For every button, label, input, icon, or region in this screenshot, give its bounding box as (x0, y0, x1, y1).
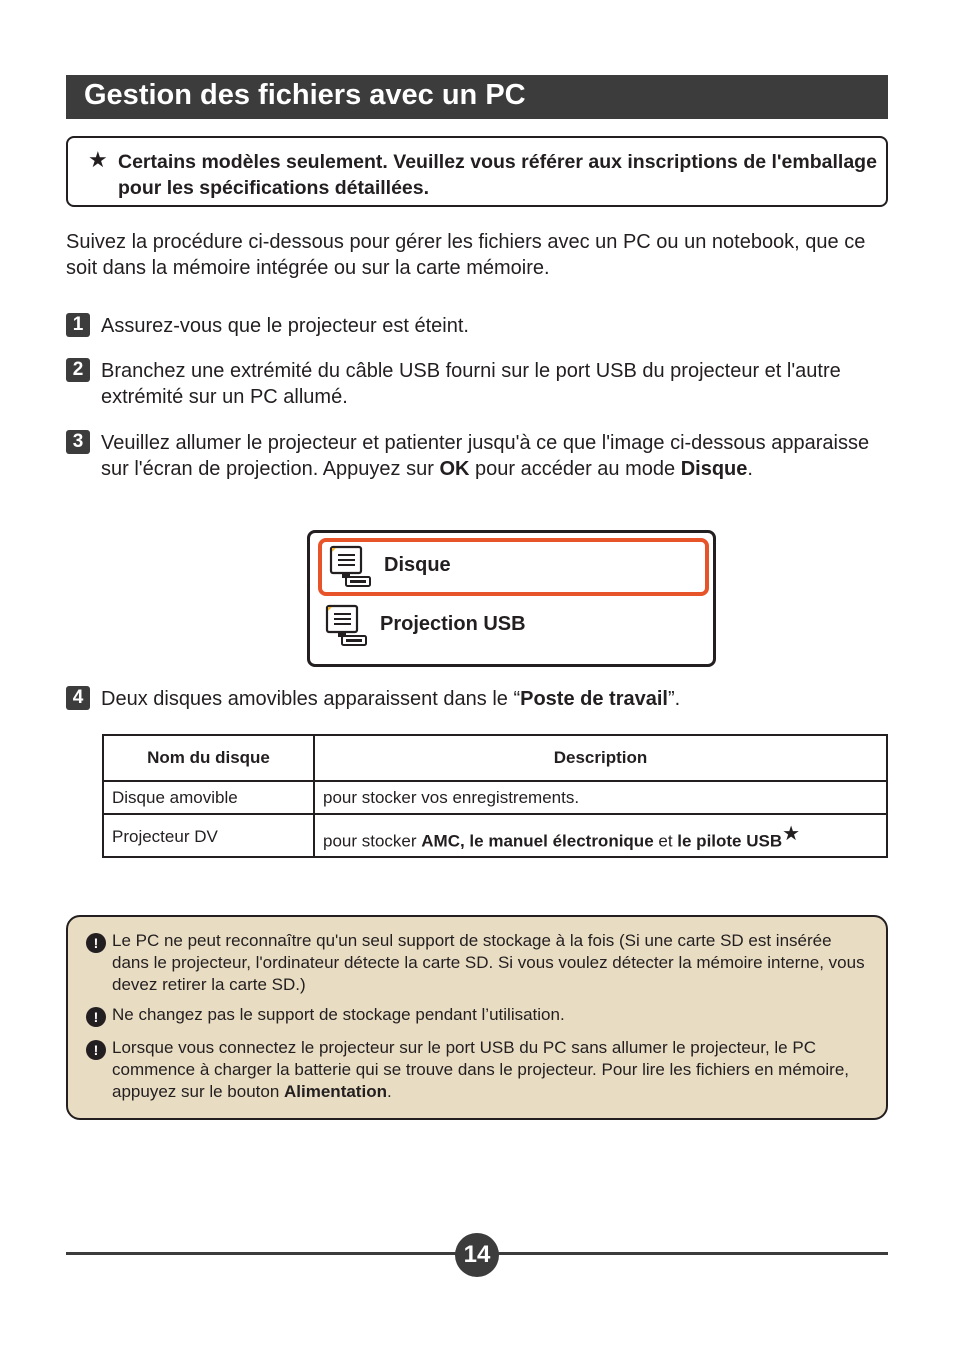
menu-item-disque[interactable] (318, 538, 709, 596)
step-3-text: Veuillez allumer le projecteur et patienter jusqu'à ce que l'image ci-dessous apparaisse sur l'écran de projection. Appuyez sur OK pour accéder au mode Disque. (101, 432, 870, 480)
warning-box: ! Le PC ne peut reconnaître qu'un seul support de stockage à la fois (Si une carte SD est insérée dans le projecteur, l'ordinateur détecte la carte SD. Si vous voulez détecter la mémoire interne, vous devez retirer la carte SD.) ! Ne changez pas le support de stockage pendant l’utilisation. ! Lorsque vous connectez le projecteur sur le port USB du PC sans allumer le projecteur, le PC commence à charger la batterie qui se trouve dans le projecteur. Pour lire les fichiers en mémoire, appuyez sur le bouton Alimentation. (66, 915, 888, 1120)
exclamation-icon: ! (86, 1007, 106, 1027)
step-4-number: 4 (66, 686, 90, 710)
step-2-text: Branchez une extrémité du câble USB fourni sur le port USB du projecteur et l'autre extrémité sur un PC allumé. (101, 360, 841, 408)
table-row (103, 781, 887, 814)
usb-computer-icon (328, 544, 374, 590)
table-header: Nom du disque (103, 735, 314, 781)
alimentation-label: Alimentation (284, 1082, 387, 1101)
page-title: Gestion des fichiers avec un PC (84, 79, 526, 111)
menu-item-projection-usb[interactable] (318, 597, 701, 651)
ok-key-label: OK (439, 458, 470, 480)
exclamation-icon: ! (86, 933, 106, 953)
menu-item-disque-label: Disque (384, 554, 451, 576)
table-cell: Disque amovible (103, 781, 314, 814)
poste-de-travail-label: Poste de travail (520, 688, 668, 710)
menu-item-projection-usb-label: Projection USB (380, 613, 526, 635)
step-1-number: 1 (66, 313, 90, 337)
table-cell: pour stocker AMC, le manuel électronique et le pilote USB★ (314, 814, 887, 857)
star-icon: ★ (88, 147, 108, 172)
step-2-number: 2 (66, 358, 90, 382)
step-3-number: 3 (66, 430, 90, 454)
table-cell: pour stocker vos enregistrements. (314, 781, 887, 814)
table-cell: Projecteur DV (103, 814, 314, 857)
disque-mode-label: Disque (680, 458, 748, 480)
projector-menu (307, 530, 716, 667)
notice-text: Certains modèles seulement. Veuillez vous référer aux inscriptions de l'emballage pour les spécifications détaillées. (118, 151, 877, 199)
notice-box (66, 136, 888, 207)
page-number: 14 (455, 1233, 499, 1277)
intro-text: Suivez la procédure ci-dessous pour gérer les fichiers avec un PC ou un notebook, que ce soit dans la mémoire intégrée ou sur la carte mémoire. (66, 231, 866, 279)
exclamation-icon: ! (86, 1040, 106, 1060)
table-row (103, 814, 887, 857)
table-header-row (103, 735, 887, 781)
usb-computer-icon (324, 603, 370, 649)
star-icon: ★ (782, 823, 801, 846)
disk-table (102, 734, 888, 858)
step-1-text: Assurez-vous que le projecteur est éteint. (101, 315, 469, 337)
table-header: Description (314, 735, 887, 781)
step-4-text: Deux disques amovibles apparaissent dans le “Poste de travail”. (101, 688, 681, 710)
page-title-bar (66, 75, 888, 119)
